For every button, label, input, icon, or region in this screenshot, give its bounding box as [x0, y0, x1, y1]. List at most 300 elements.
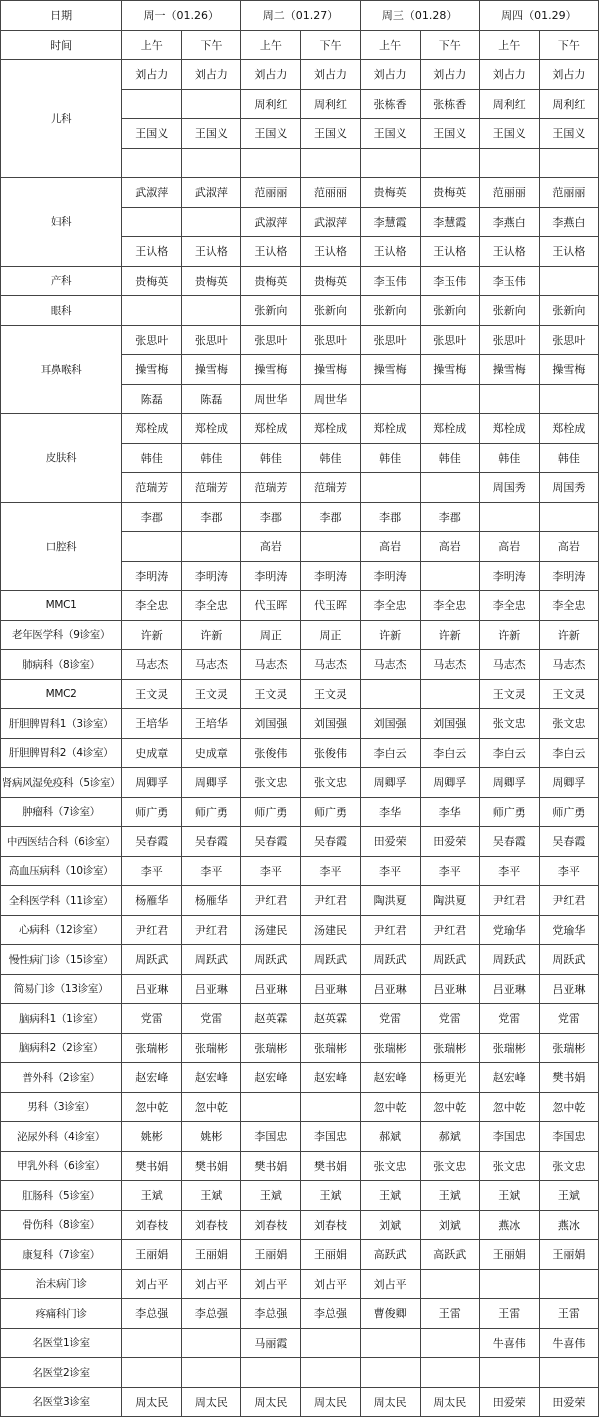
schedule-row [1, 591, 599, 621]
day-header-tue: 周二（01.27） [241, 1, 360, 31]
doctor-cell: 赵宏峰 [122, 1063, 182, 1093]
doctor-cell: 周国秀 [539, 473, 598, 503]
doctor-cell: 尹红君 [182, 915, 241, 945]
doctor-cell: 杨雁华 [182, 886, 241, 916]
date-label: 日期 [1, 1, 122, 31]
doctor-cell: 周跃武 [360, 945, 420, 975]
doctor-cell: 韩佳 [479, 443, 539, 473]
doctor-cell: 李平 [182, 856, 241, 886]
doctor-cell: 李明涛 [360, 561, 420, 591]
doctor-cell: 王国义 [479, 119, 539, 149]
doctor-cell: 曹俊卿 [360, 1299, 420, 1329]
doctor-cell: 周卿孚 [539, 768, 598, 798]
doctor-cell: 武淑萍 [182, 178, 241, 208]
doctor-cell: 马志杰 [420, 650, 479, 680]
doctor-cell: 李郡 [182, 502, 241, 532]
doctor-cell: 王认格 [122, 237, 182, 267]
doctor-cell: 王认格 [301, 237, 360, 267]
doctor-cell: 王雷 [539, 1299, 598, 1329]
doctor-cell: 韩佳 [122, 443, 182, 473]
doctor-cell: 王文灵 [182, 679, 241, 709]
doctor-cell: 刘国强 [420, 709, 479, 739]
department-name: 心病科（12诊室） [1, 915, 122, 945]
doctor-cell: 李郡 [122, 502, 182, 532]
department-name: 肛肠科（5诊室） [1, 1181, 122, 1211]
department-name: 名医堂3诊室 [1, 1387, 122, 1417]
doctor-cell: 张瑞彬 [479, 1033, 539, 1063]
schedule-row [1, 266, 599, 296]
doctor-cell: 吕亚琳 [182, 974, 241, 1004]
doctor-cell: 范丽丽 [301, 178, 360, 208]
schedule-row [1, 915, 599, 945]
doctor-cell: 李华 [420, 797, 479, 827]
slot-header: 下午 [182, 30, 241, 60]
doctor-cell: 武淑萍 [122, 178, 182, 208]
doctor-cell: 刘占平 [241, 1269, 301, 1299]
doctor-cell: 党雷 [420, 1004, 479, 1034]
doctor-cell: 马志杰 [360, 650, 420, 680]
doctor-cell: 赵英霖 [301, 1004, 360, 1034]
doctor-cell: 刘占力 [420, 60, 479, 90]
department-name: 耳鼻喉科 [1, 325, 122, 414]
slot-header: 上午 [360, 30, 420, 60]
doctor-cell: 李白云 [479, 738, 539, 768]
doctor-cell: 党瑜华 [479, 915, 539, 945]
doctor-cell: 张文忠 [539, 709, 598, 739]
doctor-cell: 赵宏峰 [360, 1063, 420, 1093]
doctor-cell: 郑栓成 [420, 414, 479, 444]
doctor-cell: 汤建民 [301, 915, 360, 945]
doctor-cell: 贵梅英 [241, 266, 301, 296]
doctor-cell: 代玉晖 [301, 591, 360, 621]
doctor-cell: 周利红 [241, 89, 301, 119]
department-name: 皮肤科 [1, 414, 122, 503]
doctor-cell: 张新向 [360, 296, 420, 326]
doctor-cell: 韩佳 [301, 443, 360, 473]
schedule-row [1, 502, 599, 532]
doctor-cell: 高跃武 [420, 1240, 479, 1270]
doctor-cell: 张思叶 [182, 325, 241, 355]
doctor-cell: 赵宏峰 [479, 1063, 539, 1093]
doctor-cell: 周卿孚 [182, 768, 241, 798]
doctor-cell: 师广勇 [539, 797, 598, 827]
doctor-cell [360, 1328, 420, 1358]
doctor-cell: 尹红君 [360, 915, 420, 945]
doctor-cell [420, 148, 479, 178]
doctor-cell: 操雪梅 [539, 355, 598, 385]
slot-header: 下午 [539, 30, 598, 60]
doctor-cell: 李燕白 [539, 207, 598, 237]
schedule-row [1, 1240, 599, 1270]
doctor-cell: 郑栓成 [241, 414, 301, 444]
doctor-cell: 王文灵 [122, 679, 182, 709]
doctor-cell: 张栋香 [360, 89, 420, 119]
doctor-cell: 韩佳 [241, 443, 301, 473]
doctor-cell: 赵宏峰 [301, 1063, 360, 1093]
doctor-cell: 贵梅英 [182, 266, 241, 296]
doctor-cell: 樊书娟 [539, 1063, 598, 1093]
doctor-cell: 田爱荣 [360, 827, 420, 857]
doctor-cell: 王认格 [360, 237, 420, 267]
doctor-cell [301, 1328, 360, 1358]
doctor-cell: 周跃武 [479, 945, 539, 975]
doctor-cell: 操雪梅 [479, 355, 539, 385]
doctor-cell: 李总强 [182, 1299, 241, 1329]
doctor-cell: 张文忠 [539, 1151, 598, 1181]
doctor-cell: 张文忠 [360, 1151, 420, 1181]
doctor-cell: 范瑞芳 [301, 473, 360, 503]
doctor-cell: 李平 [360, 856, 420, 886]
department-name: 老年医学科（9诊室） [1, 620, 122, 650]
doctor-cell: 汤建民 [241, 915, 301, 945]
doctor-cell [182, 296, 241, 326]
doctor-cell: 王国义 [360, 119, 420, 149]
doctor-cell: 李国忠 [301, 1122, 360, 1152]
doctor-cell: 周跃武 [301, 945, 360, 975]
doctor-cell: 杨更光 [420, 1063, 479, 1093]
doctor-cell: 李全忠 [420, 591, 479, 621]
doctor-cell: 刘占平 [122, 1269, 182, 1299]
doctor-cell: 王文灵 [241, 679, 301, 709]
doctor-cell: 张瑞彬 [122, 1033, 182, 1063]
department-name: 肝胆脾胃科2（4诊室） [1, 738, 122, 768]
doctor-cell [301, 148, 360, 178]
doctor-cell: 王斌 [360, 1181, 420, 1211]
doctor-cell: 周国秀 [479, 473, 539, 503]
doctor-cell: 张瑞彬 [241, 1033, 301, 1063]
schedule-row [1, 1210, 599, 1240]
doctor-cell: 燕冰 [479, 1210, 539, 1240]
doctor-cell: 王丽娟 [182, 1240, 241, 1270]
doctor-cell [301, 1092, 360, 1122]
department-name: 甲乳外科（6诊室） [1, 1151, 122, 1181]
doctor-cell: 刘占力 [539, 60, 598, 90]
day-header-mon: 周一（01.26） [122, 1, 241, 31]
doctor-cell: 尹红君 [479, 886, 539, 916]
doctor-cell: 武淑萍 [241, 207, 301, 237]
doctor-cell: 王国义 [241, 119, 301, 149]
header-date-row [1, 1, 599, 31]
schedule-row [1, 797, 599, 827]
doctor-cell: 张瑞彬 [420, 1033, 479, 1063]
department-name: 儿科 [1, 60, 122, 178]
doctor-cell [122, 1358, 182, 1388]
department-name: 全科医学科（11诊室） [1, 886, 122, 916]
doctor-cell: 刘斌 [420, 1210, 479, 1240]
department-name: 男科（3诊室） [1, 1092, 122, 1122]
department-name: 高血压病科（10诊室） [1, 856, 122, 886]
doctor-cell: 李明涛 [182, 561, 241, 591]
schedule-row [1, 738, 599, 768]
doctor-cell: 李明涛 [122, 561, 182, 591]
doctor-cell: 操雪梅 [301, 355, 360, 385]
department-name: 妇科 [1, 178, 122, 267]
doctor-cell: 陈磊 [182, 384, 241, 414]
doctor-cell: 贵梅英 [360, 178, 420, 208]
doctor-cell: 吴春霞 [301, 827, 360, 857]
doctor-cell: 忽中乾 [182, 1092, 241, 1122]
doctor-cell: 师广勇 [479, 797, 539, 827]
doctor-cell: 师广勇 [301, 797, 360, 827]
doctor-cell: 李平 [479, 856, 539, 886]
doctor-cell: 尹红君 [420, 915, 479, 945]
doctor-cell: 操雪梅 [360, 355, 420, 385]
schedule-row [1, 1151, 599, 1181]
doctor-cell: 李燕白 [479, 207, 539, 237]
doctor-cell: 郑栓成 [479, 414, 539, 444]
doctor-cell [241, 148, 301, 178]
doctor-cell: 张新向 [539, 296, 598, 326]
doctor-cell: 李平 [420, 856, 479, 886]
doctor-cell: 李全忠 [479, 591, 539, 621]
slot-header: 下午 [301, 30, 360, 60]
slot-header: 上午 [241, 30, 301, 60]
doctor-cell: 周太民 [420, 1387, 479, 1417]
doctor-cell: 周跃武 [241, 945, 301, 975]
schedule-row [1, 1181, 599, 1211]
doctor-cell: 李全忠 [122, 591, 182, 621]
doctor-cell: 李总强 [241, 1299, 301, 1329]
slot-header: 上午 [479, 30, 539, 60]
schedule-row [1, 1358, 599, 1388]
slot-header: 下午 [420, 30, 479, 60]
doctor-cell: 王认格 [182, 237, 241, 267]
schedule-row [1, 1122, 599, 1152]
doctor-cell: 樊书娟 [182, 1151, 241, 1181]
doctor-cell: 王认格 [479, 237, 539, 267]
doctor-cell: 王国义 [301, 119, 360, 149]
doctor-cell: 李白云 [420, 738, 479, 768]
doctor-cell: 马丽霞 [241, 1328, 301, 1358]
doctor-cell [182, 89, 241, 119]
doctor-cell: 郝斌 [420, 1122, 479, 1152]
doctor-cell: 尹红君 [539, 886, 598, 916]
doctor-cell: 陶洪夏 [360, 886, 420, 916]
schedule-row [1, 945, 599, 975]
doctor-cell: 刘国强 [360, 709, 420, 739]
time-label: 时间 [1, 30, 122, 60]
department-name: 名医堂2诊室 [1, 1358, 122, 1388]
doctor-cell: 王斌 [182, 1181, 241, 1211]
department-name: 骨伤科（8诊室） [1, 1210, 122, 1240]
doctor-cell: 范丽丽 [479, 178, 539, 208]
schedule-row [1, 679, 599, 709]
doctor-cell: 周太民 [182, 1387, 241, 1417]
doctor-cell: 师广勇 [241, 797, 301, 827]
doctor-cell: 刘国强 [301, 709, 360, 739]
doctor-cell: 师广勇 [122, 797, 182, 827]
doctor-cell: 田爱荣 [420, 827, 479, 857]
doctor-cell: 李平 [301, 856, 360, 886]
doctor-cell: 陈磊 [122, 384, 182, 414]
doctor-cell: 赵英霖 [241, 1004, 301, 1034]
doctor-cell: 李白云 [539, 738, 598, 768]
doctor-cell: 张瑞彬 [301, 1033, 360, 1063]
doctor-cell: 师广勇 [182, 797, 241, 827]
doctor-cell: 赵宏峰 [182, 1063, 241, 1093]
doctor-cell: 周正 [241, 620, 301, 650]
doctor-cell: 吴春霞 [122, 827, 182, 857]
doctor-cell: 刘斌 [360, 1210, 420, 1240]
doctor-cell: 牛喜伟 [539, 1328, 598, 1358]
doctor-cell: 高岩 [241, 532, 301, 562]
doctor-cell: 周太民 [360, 1387, 420, 1417]
doctor-cell: 王斌 [539, 1181, 598, 1211]
doctor-cell: 刘春枝 [122, 1210, 182, 1240]
doctor-cell: 王认格 [241, 237, 301, 267]
doctor-cell: 李国忠 [241, 1122, 301, 1152]
doctor-cell: 李华 [360, 797, 420, 827]
department-name: 治未病门诊 [1, 1269, 122, 1299]
doctor-cell [479, 1358, 539, 1388]
doctor-cell: 张思叶 [301, 325, 360, 355]
doctor-cell: 樊书娟 [301, 1151, 360, 1181]
department-name: 普外科（2诊室） [1, 1063, 122, 1093]
doctor-cell [420, 561, 479, 591]
doctor-cell: 张思叶 [241, 325, 301, 355]
doctor-cell: 马志杰 [122, 650, 182, 680]
doctor-cell: 燕冰 [539, 1210, 598, 1240]
doctor-cell: 周利红 [479, 89, 539, 119]
doctor-cell: 许新 [420, 620, 479, 650]
doctor-cell: 牛喜伟 [479, 1328, 539, 1358]
doctor-cell: 郑栓成 [539, 414, 598, 444]
doctor-cell [122, 1328, 182, 1358]
doctor-cell: 忽中乾 [420, 1092, 479, 1122]
doctor-cell: 许新 [479, 620, 539, 650]
doctor-cell: 周利红 [539, 89, 598, 119]
doctor-cell: 刘春枝 [301, 1210, 360, 1240]
doctor-cell: 李明涛 [479, 561, 539, 591]
doctor-cell: 李总强 [301, 1299, 360, 1329]
doctor-cell: 王培华 [122, 709, 182, 739]
doctor-cell: 许新 [539, 620, 598, 650]
department-name: 肿瘤科（7诊室） [1, 797, 122, 827]
doctor-cell: 李平 [539, 856, 598, 886]
schedule-row [1, 296, 599, 326]
doctor-cell [539, 1269, 598, 1299]
department-name: 口腔科 [1, 502, 122, 591]
doctor-cell: 李玉伟 [479, 266, 539, 296]
schedule-row [1, 886, 599, 916]
doctor-cell: 周卿孚 [360, 768, 420, 798]
doctor-cell: 郑栓成 [301, 414, 360, 444]
department-name: 疼痛科门诊 [1, 1299, 122, 1329]
schedule-row [1, 620, 599, 650]
department-name: 肺病科（8诊室） [1, 650, 122, 680]
schedule-row [1, 60, 599, 90]
doctor-cell: 李国忠 [479, 1122, 539, 1152]
doctor-cell: 范瑞芳 [122, 473, 182, 503]
doctor-cell: 许新 [182, 620, 241, 650]
doctor-cell: 王斌 [479, 1181, 539, 1211]
doctor-cell: 李全忠 [539, 591, 598, 621]
doctor-cell: 张瑞彬 [182, 1033, 241, 1063]
doctor-cell: 吕亚琳 [479, 974, 539, 1004]
doctor-cell [539, 384, 598, 414]
doctor-cell: 李平 [122, 856, 182, 886]
doctor-cell [241, 1358, 301, 1388]
doctor-cell [360, 1358, 420, 1388]
doctor-cell: 吕亚琳 [539, 974, 598, 1004]
doctor-cell: 尹红君 [241, 886, 301, 916]
doctor-cell: 王雷 [420, 1299, 479, 1329]
doctor-cell: 史成章 [122, 738, 182, 768]
doctor-cell: 张文忠 [479, 1151, 539, 1181]
doctor-cell: 樊书娟 [122, 1151, 182, 1181]
doctor-cell: 范瑞芳 [182, 473, 241, 503]
doctor-cell: 杨雁华 [122, 886, 182, 916]
doctor-cell: 王斌 [420, 1181, 479, 1211]
schedule-row [1, 1269, 599, 1299]
doctor-cell: 王国义 [122, 119, 182, 149]
schedule-row [1, 1299, 599, 1329]
doctor-cell: 李明涛 [301, 561, 360, 591]
day-header-thu: 周四（01.29） [479, 1, 598, 31]
doctor-cell: 张思叶 [479, 325, 539, 355]
doctor-cell: 许新 [360, 620, 420, 650]
doctor-cell: 党雷 [360, 1004, 420, 1034]
doctor-cell: 李明涛 [241, 561, 301, 591]
doctor-cell: 张思叶 [420, 325, 479, 355]
doctor-cell: 范丽丽 [241, 178, 301, 208]
doctor-cell: 张文忠 [301, 768, 360, 798]
doctor-cell: 张思叶 [360, 325, 420, 355]
doctor-cell: 操雪梅 [122, 355, 182, 385]
doctor-cell: 王认格 [539, 237, 598, 267]
doctor-cell: 刘占力 [301, 60, 360, 90]
doctor-cell: 李郡 [360, 502, 420, 532]
doctor-cell: 吕亚琳 [360, 974, 420, 1004]
doctor-cell: 周跃武 [122, 945, 182, 975]
schedule-row [1, 856, 599, 886]
slot-header: 上午 [122, 30, 182, 60]
doctor-cell: 代玉晖 [241, 591, 301, 621]
doctor-cell: 周跃武 [420, 945, 479, 975]
schedule-row [1, 768, 599, 798]
doctor-cell [420, 679, 479, 709]
doctor-cell: 韩佳 [420, 443, 479, 473]
doctor-cell [301, 1358, 360, 1388]
doctor-cell: 党雷 [182, 1004, 241, 1034]
doctor-cell: 张思叶 [122, 325, 182, 355]
doctor-cell [122, 296, 182, 326]
doctor-cell: 李平 [241, 856, 301, 886]
doctor-cell: 王文灵 [539, 679, 598, 709]
doctor-cell: 李慧霞 [420, 207, 479, 237]
doctor-cell: 高岩 [420, 532, 479, 562]
doctor-cell: 吴春霞 [479, 827, 539, 857]
doctor-cell [182, 207, 241, 237]
doctor-cell: 尹红君 [301, 886, 360, 916]
doctor-cell: 马志杰 [479, 650, 539, 680]
doctor-cell: 姚彬 [122, 1122, 182, 1152]
doctor-cell: 郝斌 [360, 1122, 420, 1152]
doctor-cell: 周跃武 [539, 945, 598, 975]
schedule-row [1, 1328, 599, 1358]
doctor-cell: 吕亚琳 [241, 974, 301, 1004]
doctor-cell: 李总强 [122, 1299, 182, 1329]
doctor-cell [479, 384, 539, 414]
doctor-cell [182, 148, 241, 178]
doctor-cell: 郑栓成 [360, 414, 420, 444]
doctor-cell: 张新向 [420, 296, 479, 326]
doctor-cell: 范丽丽 [539, 178, 598, 208]
doctor-cell: 忽中乾 [122, 1092, 182, 1122]
department-name: MMC1 [1, 591, 122, 621]
doctor-cell: 党雷 [479, 1004, 539, 1034]
doctor-cell: 王丽娟 [241, 1240, 301, 1270]
